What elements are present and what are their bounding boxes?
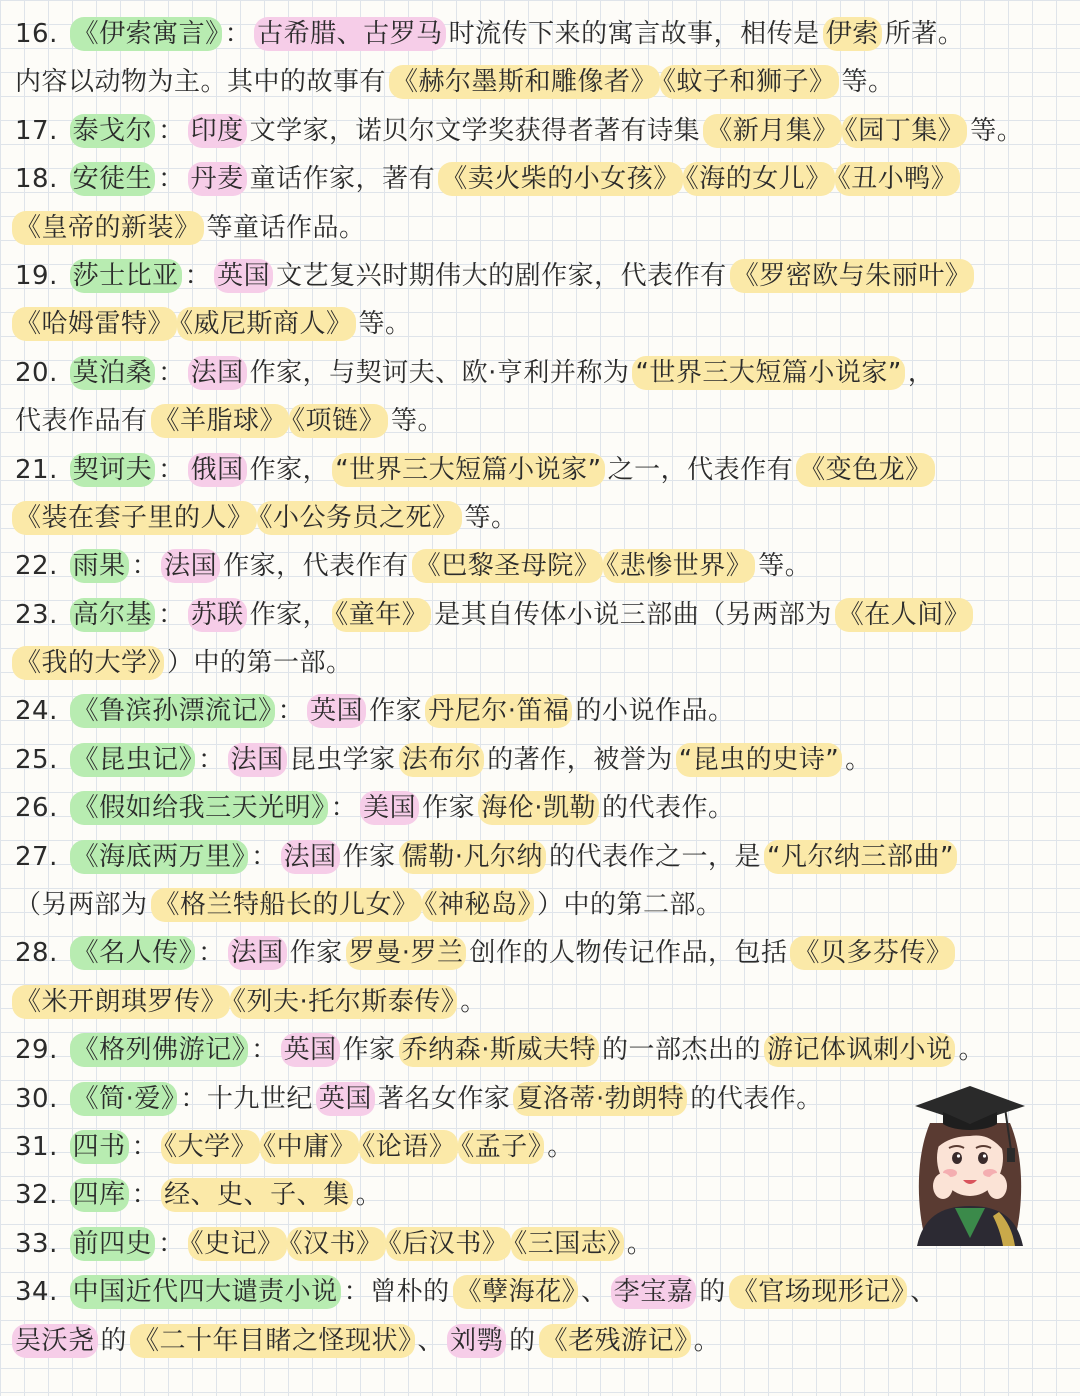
- note-line: [12, 542, 1070, 590]
- note-text: ：: [251, 1035, 278, 1066]
- highlight-yellow: 《列夫·托尔斯泰传》: [230, 985, 457, 1019]
- note-text: ）中的第一部。: [167, 648, 353, 679]
- highlight-green: 《名人传》: [70, 936, 196, 970]
- highlight-yellow: 《格兰特船长的儿女》: [151, 888, 422, 922]
- note-text: 作家，代表作有: [223, 551, 409, 582]
- note-text: 19.: [15, 260, 67, 291]
- highlight-yellow: 《羊脂球》: [151, 404, 290, 438]
- note-text: 时流传下来的寓言故事，相传是: [448, 19, 820, 49]
- note-text: 23.: [15, 599, 67, 630]
- note-line: [12, 10, 1070, 58]
- note-text: ：: [198, 744, 225, 775]
- note-text: 等。: [758, 551, 812, 582]
- note-line: [12, 58, 1070, 106]
- note-text: ，: [907, 357, 935, 388]
- highlight-yellow: 《新月集》: [703, 114, 842, 148]
- highlight-yellow: “世界三大短篇小说家”: [632, 356, 904, 390]
- highlight-yellow: 罗曼·罗兰: [346, 936, 467, 970]
- highlight-yellow: “世界三大短篇小说家”: [332, 453, 604, 487]
- note-text: 作家: [289, 938, 343, 969]
- highlight-yellow: 乔纳森·斯威夫特: [399, 1033, 599, 1067]
- note-line: [12, 591, 1070, 639]
- note-text: 。: [626, 1228, 654, 1259]
- note-line: [12, 978, 1070, 1026]
- highlight-green: 泰戈尔: [70, 114, 156, 148]
- highlight-green: 契诃夫: [70, 453, 156, 487]
- highlight-pink: 俄国: [188, 453, 247, 487]
- note-line: [12, 929, 1070, 977]
- highlight-pink: 英国: [307, 694, 366, 728]
- note-text: 25.: [15, 744, 67, 775]
- highlight-pink: 吴沃尧: [12, 1324, 98, 1358]
- note-text: ：: [251, 841, 278, 872]
- note-text: 作家，与契诃夫、欧·亨利并称为: [249, 357, 630, 388]
- highlight-yellow: 《后汉书》: [386, 1227, 512, 1261]
- note-text: 作家: [342, 841, 396, 872]
- highlight-yellow: 《皇帝的新装》: [12, 211, 204, 245]
- note-text: 代表作品有: [15, 406, 148, 437]
- note-text: 的: [509, 1325, 536, 1356]
- highlight-yellow: 《海的女儿》: [683, 162, 835, 196]
- note-text: ：: [158, 357, 185, 388]
- note-line: [12, 1317, 1070, 1365]
- note-text: 29.: [15, 1035, 67, 1066]
- note-text: 22.: [15, 551, 67, 582]
- note-line: [12, 687, 1070, 735]
- highlight-yellow: 《蚊子和狮子》: [660, 65, 839, 99]
- note-text: 21.: [15, 454, 67, 485]
- note-text: 创作的人物传记作品，包括: [469, 938, 788, 969]
- note-line: [12, 252, 1070, 300]
- note-text: 著名女作家: [377, 1083, 511, 1114]
- highlight-yellow: 《巴黎圣母院》: [412, 549, 604, 583]
- note-text: 。: [845, 744, 872, 775]
- highlight-green: 安徒生: [70, 162, 156, 196]
- note-text: 18.: [15, 164, 67, 195]
- highlight-green: 《假如给我三天光明》: [70, 791, 328, 825]
- highlight-yellow: 《童年》: [332, 598, 431, 632]
- highlight-yellow: 《神秘岛》: [422, 888, 535, 922]
- highlight-pink: 法国: [188, 356, 247, 390]
- note-text: 所著。: [884, 19, 965, 49]
- note-text: 童话作家，著有: [249, 164, 436, 195]
- note-text: 的: [699, 1277, 726, 1308]
- note-text: 等童话作品。: [206, 212, 366, 243]
- note-text: 31.: [15, 1131, 67, 1162]
- note-text: 28.: [15, 938, 67, 969]
- highlight-green: 四书: [70, 1130, 129, 1164]
- highlight-pink: 美国: [360, 791, 419, 825]
- highlight-yellow: 《贝多芬传》: [790, 936, 955, 970]
- highlight-yellow: 《威尼斯商人》: [177, 307, 356, 341]
- highlight-yellow: 《老残游记》: [539, 1324, 691, 1358]
- highlight-green: 莎士比亚: [70, 259, 182, 293]
- highlight-pink: 古希腊、古罗马: [254, 17, 446, 51]
- highlight-pink: 英国: [214, 259, 273, 293]
- note-text: 、: [417, 1325, 445, 1356]
- note-text: ：: [131, 1180, 159, 1211]
- highlight-yellow: 《二十年目睹之怪现状》: [130, 1324, 415, 1358]
- highlight-yellow: 《大学》: [161, 1130, 260, 1164]
- note-text: 的代表作之一，是: [548, 841, 761, 872]
- note-line: [12, 494, 1070, 542]
- highlight-green: 《昆虫记》: [70, 743, 196, 777]
- note-line: [12, 204, 1070, 252]
- note-line: [12, 639, 1070, 687]
- note-text: 作家，: [249, 599, 330, 630]
- note-text: 、: [910, 1277, 937, 1308]
- highlight-yellow: “昆虫的史诗”: [676, 743, 842, 777]
- highlight-green: 中国近代四大谴责小说: [70, 1275, 341, 1309]
- highlight-yellow: 丹尼尔·笛福: [425, 694, 572, 728]
- note-text: ：: [198, 938, 225, 969]
- highlight-yellow: 《中庸》: [260, 1130, 359, 1164]
- note-text: ：: [330, 793, 358, 824]
- highlight-yellow: 游记体讽刺小说: [764, 1033, 956, 1067]
- note-text: 是其自传体小说三部曲（另两部为: [434, 599, 832, 630]
- note-text: ：十九世纪: [180, 1083, 313, 1114]
- note-text: 等。: [358, 309, 412, 340]
- highlight-yellow: 儒勒·凡尔纳: [399, 840, 546, 874]
- highlight-yellow: 《孟子》: [458, 1130, 544, 1164]
- note-line: [12, 833, 1070, 881]
- note-text: 。: [547, 1131, 574, 1162]
- highlight-pink: 苏联: [188, 598, 247, 632]
- highlight-yellow: 夏洛蒂·勃朗特: [513, 1082, 687, 1116]
- note-text: ：: [224, 19, 252, 49]
- note-text: ：: [131, 551, 159, 582]
- note-text: 的代表作。: [690, 1083, 823, 1114]
- note-text: （另两部为: [15, 890, 148, 921]
- highlight-yellow: 《我的大学》: [12, 646, 164, 680]
- highlight-green: 莫泊桑: [70, 356, 156, 390]
- highlight-yellow: 《论语》: [359, 1130, 458, 1164]
- highlight-yellow: 《装在套子里的人》: [12, 501, 257, 535]
- highlight-yellow: 《赫尔墨斯和雕像者》: [389, 65, 660, 99]
- note-line: [12, 300, 1070, 348]
- note-line: [12, 446, 1070, 494]
- note-text: ：: [184, 260, 212, 291]
- note-line: [12, 784, 1070, 832]
- note-line: [12, 107, 1070, 155]
- note-text: 32.: [15, 1180, 67, 1211]
- note-line: [12, 1026, 1070, 1074]
- note-text: 的小说作品。: [575, 696, 735, 727]
- highlight-yellow: 《悲惨世界》: [603, 549, 755, 583]
- highlight-pink: 李宝嘉: [611, 1275, 697, 1309]
- highlight-green: 《格列佛游记》: [70, 1033, 249, 1067]
- highlight-pink: 丹麦: [188, 162, 247, 196]
- note-text: 。: [355, 1180, 383, 1211]
- highlight-yellow: 《卖火柴的小女孩》: [438, 162, 683, 196]
- note-text: 、: [581, 1277, 608, 1308]
- note-text: 作家: [422, 793, 476, 824]
- graduate-girl-illustration: [895, 1078, 1045, 1246]
- note-text: 的著作，被誉为: [487, 744, 673, 775]
- highlight-yellow: 海伦·凯勒: [478, 791, 599, 825]
- highlight-yellow: 法布尔: [399, 743, 485, 777]
- note-text: 17.: [15, 115, 67, 146]
- highlight-yellow: 《变色龙》: [796, 453, 935, 487]
- highlight-yellow: “凡尔纳三部曲”: [764, 840, 957, 874]
- note-text: 等。: [970, 115, 1024, 146]
- note-text: 等。: [464, 502, 518, 533]
- highlight-yellow: 经、史、子、集: [161, 1178, 353, 1212]
- highlight-pink: 法国: [228, 936, 287, 970]
- note-text: 的代表作。: [601, 793, 735, 824]
- note-line: [12, 1268, 1070, 1316]
- highlight-yellow: 《园丁集》: [842, 114, 968, 148]
- note-text: 的: [100, 1325, 128, 1356]
- note-text: ：: [158, 1228, 185, 1259]
- note-line: [12, 397, 1070, 445]
- note-text: 33.: [15, 1228, 67, 1259]
- note-text: 作家: [342, 1035, 396, 1066]
- highlight-green: 雨果: [70, 549, 129, 583]
- highlight-yellow: 《史记》: [188, 1227, 287, 1261]
- highlight-green: 前四史: [70, 1227, 156, 1261]
- highlight-yellow: 《罗密欧与朱丽叶》: [730, 259, 975, 293]
- note-text: 。: [693, 1325, 721, 1356]
- note-text: 文学家，诺贝尔文学奖获得者著有诗集: [249, 115, 701, 146]
- note-text: 作家，: [249, 454, 330, 485]
- highlight-yellow: 《小公务员之死》: [257, 501, 462, 535]
- note-text: ：: [131, 1131, 159, 1162]
- note-line: [12, 349, 1070, 397]
- note-text: 20.: [15, 357, 67, 388]
- note-text: 。: [460, 986, 487, 1017]
- note-text: 内容以动物为主。其中的故事有: [15, 67, 387, 98]
- note-text: ：: [158, 454, 185, 485]
- note-text: 文艺复兴时期伟大的剧作家，代表作有: [276, 260, 727, 291]
- highlight-pink: 印度: [188, 114, 247, 148]
- highlight-yellow: 《官场现形记》: [729, 1275, 908, 1309]
- highlight-yellow: 《三国志》: [511, 1227, 624, 1261]
- note-text: ：: [277, 696, 305, 727]
- note-line: [12, 155, 1070, 203]
- highlight-pink: 法国: [228, 743, 287, 777]
- note-text: 等。: [391, 406, 445, 437]
- note-text: 之一，代表作有: [607, 454, 794, 485]
- highlight-pink: 英国: [316, 1082, 375, 1116]
- highlight-green: 《伊索寓言》: [70, 17, 222, 51]
- note-text: ：: [158, 115, 185, 146]
- note-line: [12, 881, 1070, 929]
- highlight-pink: 刘鹗: [447, 1324, 506, 1358]
- highlight-yellow: 《在人间》: [835, 598, 974, 632]
- highlight-green: 《海底两万里》: [70, 840, 249, 874]
- highlight-pink: 法国: [281, 840, 340, 874]
- highlight-yellow: 《汉书》: [287, 1227, 386, 1261]
- highlight-yellow: 《米开朗琪罗传》: [12, 985, 230, 1019]
- note-text: 的一部杰出的: [601, 1035, 761, 1066]
- highlight-pink: 法国: [161, 549, 220, 583]
- note-text: ：: [158, 164, 185, 195]
- highlight-yellow: 《孽海花》: [453, 1275, 579, 1309]
- note-text: 昆虫学家: [289, 744, 396, 775]
- highlight-pink: 英国: [281, 1033, 340, 1067]
- note-text: 24.: [15, 696, 67, 727]
- highlight-green: 高尔基: [70, 598, 156, 632]
- note-text: 16.: [15, 19, 67, 49]
- note-text: 30.: [15, 1083, 67, 1114]
- highlight-yellow: 伊索: [823, 17, 882, 51]
- highlight-yellow: 《哈姆雷特》: [12, 307, 177, 341]
- graduate-girl-icon: [895, 1078, 1045, 1246]
- highlight-yellow: 《项链》: [289, 404, 388, 438]
- note-text: 26.: [15, 793, 67, 824]
- highlight-green: 《鲁滨孙漂流记》: [70, 694, 275, 728]
- highlight-green: 《简·爱》: [70, 1082, 178, 1116]
- highlight-green: 四库: [70, 1178, 129, 1212]
- note-text: ）中的第二部。: [537, 890, 723, 921]
- note-text: 等。: [841, 67, 895, 98]
- highlight-yellow: 《丑小鸭》: [835, 162, 961, 196]
- note-text: 27.: [15, 841, 67, 872]
- note-text: ：曾朴的: [343, 1277, 450, 1308]
- note-text: ：: [158, 599, 185, 630]
- note-text: 34.: [15, 1277, 67, 1308]
- note-line: [12, 736, 1070, 784]
- note-text: 。: [958, 1035, 985, 1066]
- note-text: 作家: [369, 696, 423, 727]
